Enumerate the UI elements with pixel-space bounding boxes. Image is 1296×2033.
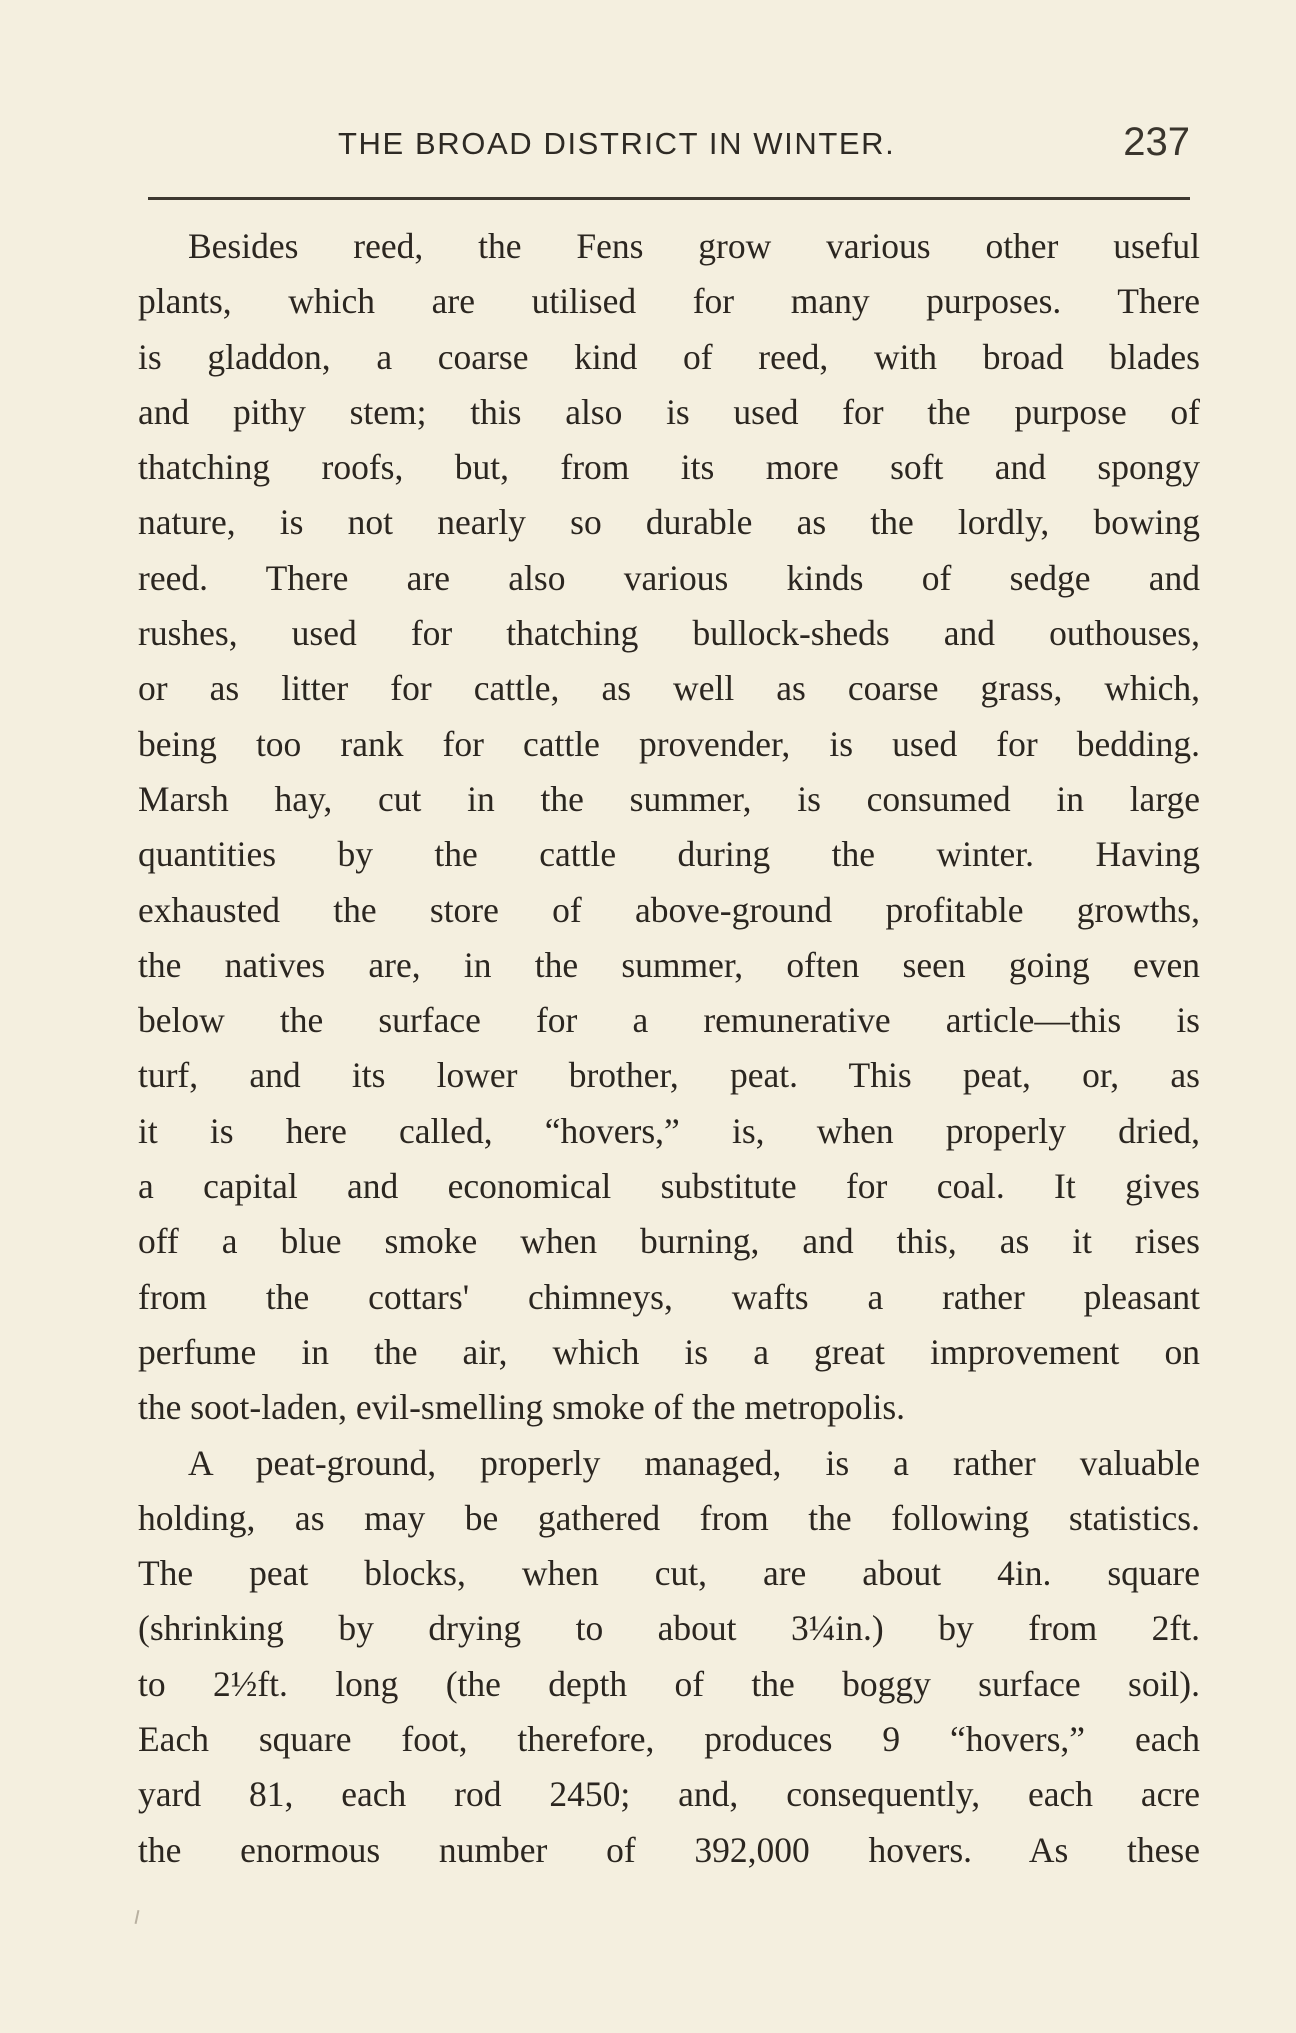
text-line: Each square foot, therefore, produces 9 “hovers,” each	[138, 1719, 1200, 1760]
text-line: holding, as may be gathered from the following statistics.	[138, 1497, 1200, 1538]
page-header	[338, 120, 1190, 176]
text-line: quantities by the cattle during the winter. Having	[138, 834, 1200, 875]
text-line: is gladdon, a coarse kind of reed, with broad blades	[138, 336, 1200, 377]
text-line: or as litter for cattle, as well as coarse grass, which,	[138, 668, 1200, 709]
page-number: 237	[1123, 120, 1190, 164]
text-line: The peat blocks, when cut, are about 4in. square	[138, 1553, 1200, 1594]
text-line: (shrinking by drying to about 3¼in.) by from 2ft.	[138, 1608, 1200, 1649]
text-line: A peat-ground, properly managed, is a rather valuable	[188, 1442, 1200, 1483]
text-line: plants, which are utilised for many purposes. There	[138, 281, 1200, 322]
text-line: rushes, used for thatching bullock-sheds and outhouses,	[138, 613, 1200, 654]
text-line: yard 81, each rod 2450; and, consequently, each acre	[138, 1774, 1200, 1815]
text-line: exhausted the store of above-ground profitable growths,	[138, 889, 1200, 930]
text-line: being too rank for cattle provender, is used for bedding.	[138, 723, 1200, 764]
stray-ink-mark	[135, 1910, 140, 1924]
text-line: reed. There are also various kinds of sedge and	[138, 557, 1200, 598]
text-line: Marsh hay, cut in the summer, is consumed in large	[138, 778, 1200, 819]
text-line: and pithy stem; this also is used for the purpose of	[138, 391, 1200, 432]
text-line: below the surface for a remunerative article—this is	[138, 1000, 1200, 1041]
text-line: the soot-laden, evil-smelling smoke of the metropolis.	[138, 1387, 906, 1428]
text-line: it is here called, “hovers,” is, when properly dried,	[138, 1110, 1200, 1151]
text-line: Besides reed, the Fens grow various other useful	[188, 226, 1200, 266]
running-title: THE BROAD DISTRICT IN WINTER.	[338, 126, 896, 161]
text-line: from the cottars' chimneys, wafts a rather pleasant	[138, 1276, 1200, 1317]
text-line: perfume in the air, which is a great improvement on	[138, 1331, 1200, 1372]
text-line: thatching roofs, but, from its more soft and spongy	[138, 447, 1200, 488]
text-line: turf, and its lower brother, peat. This peat, or, as	[138, 1055, 1200, 1096]
text-line: off a blue smoke when burning, and this, as it rises	[138, 1221, 1200, 1262]
header-rule	[148, 197, 1190, 200]
text-line: a capital and economical substitute for coal. It gives	[138, 1166, 1200, 1207]
text-line: the natives are, in the summer, often seen going even	[138, 944, 1200, 985]
text-line: to 2½ft. long (the depth of the boggy surface soil).	[138, 1663, 1200, 1704]
text-line: the enormous number of 392,000 hovers. As these	[138, 1829, 1200, 1870]
text-line: nature, is not nearly so durable as the lordly, bowing	[138, 502, 1200, 543]
body-text	[138, 219, 1200, 1878]
